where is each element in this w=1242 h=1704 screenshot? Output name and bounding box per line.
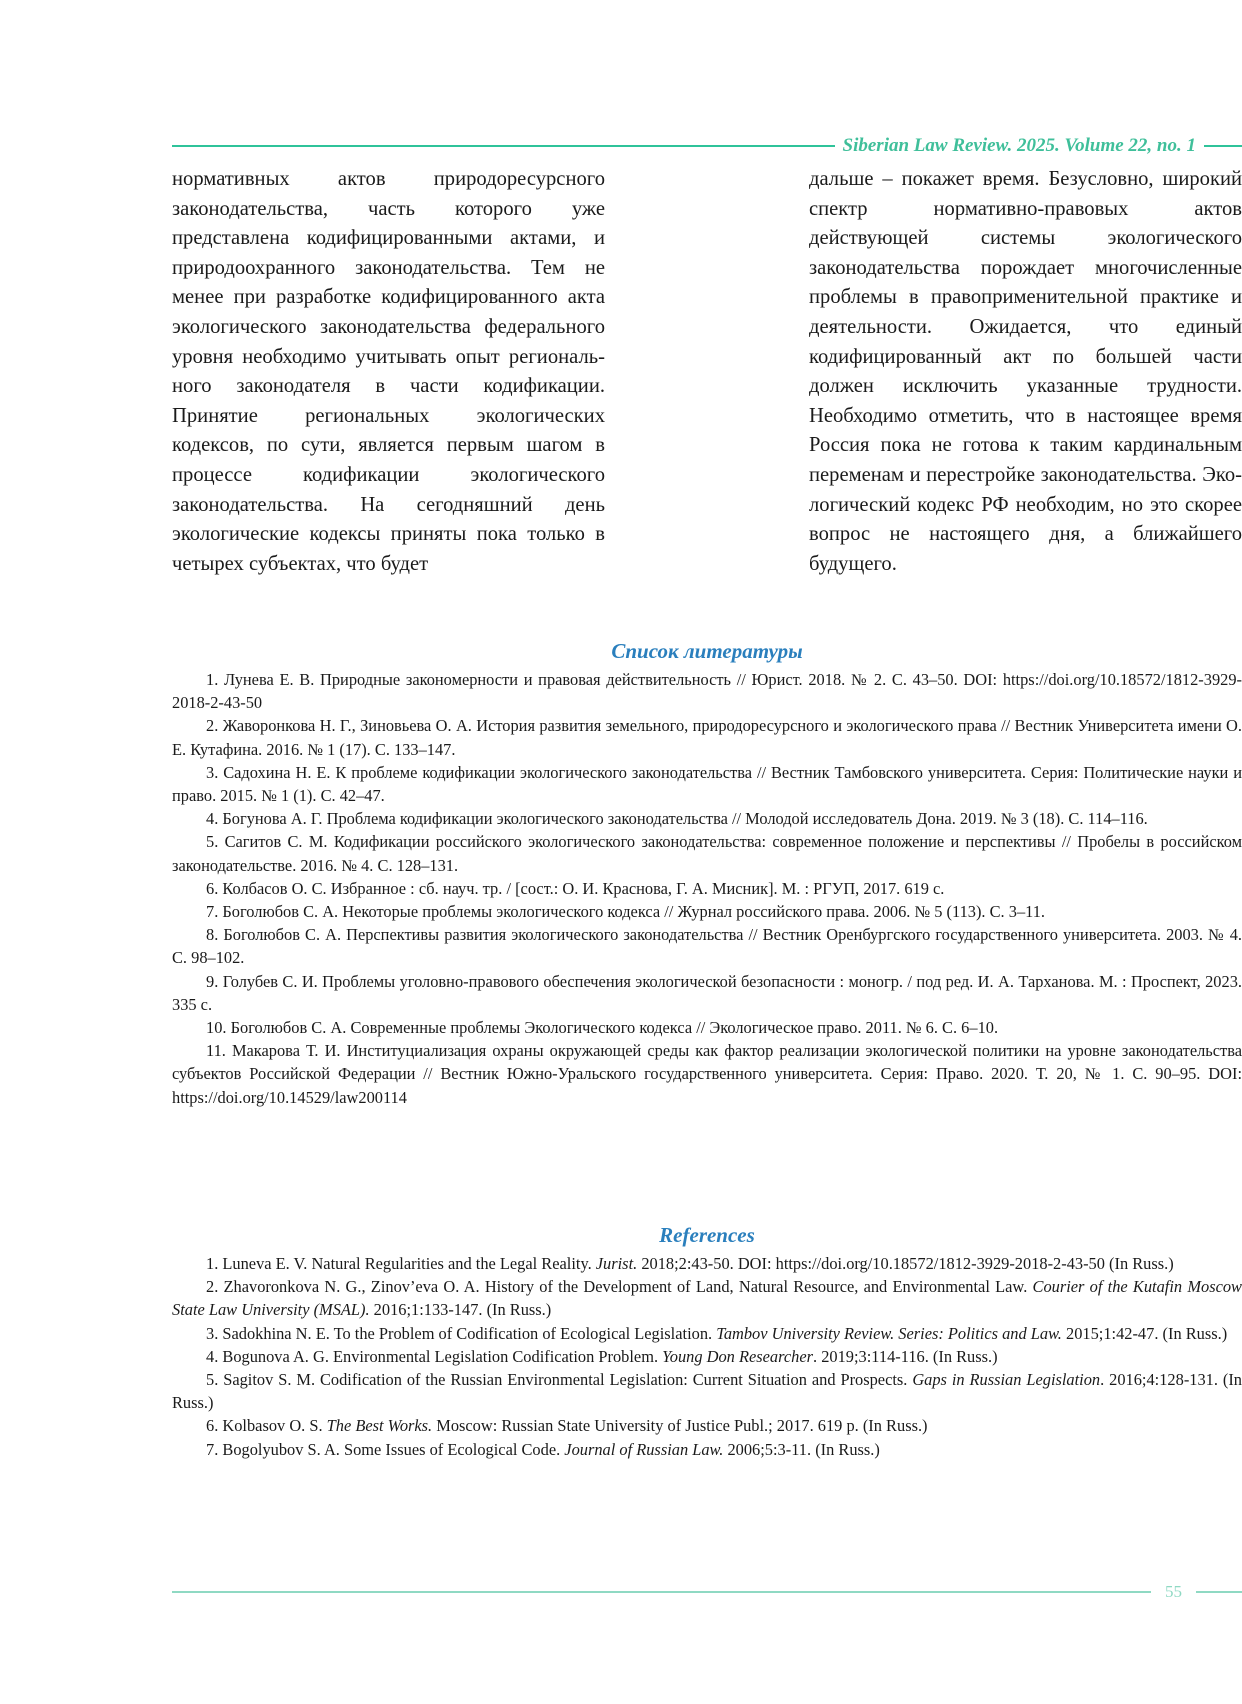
reference-text: 3. Sadokhina N. E. To the Problem of Codification of Ecological Legislation. — [206, 1323, 717, 1343]
reference-source: Journal of Russian Law. — [564, 1439, 724, 1459]
reference-details: . 2016;4:128-131. (In Russ.) — [172, 1370, 1242, 1413]
literature-item: 11. Макарова Т. И. Институциализация охраны окружающей среды как фактор реализации экологической политики на уровне законодательства субъектов Российской Федерации // Вестник Южно-Уральского государственного университета. Серия: Право. 2020. Т. 20, № 1. С. 90–95. DOI: https://doi.org/10.14529/law200114 — [172, 1041, 1242, 1107]
literature-item: 4. Богунова А. Г. Проблема кодификации экологического законодательства // Молодой исследователь Дона. 2019. № 3 (18). С. 114–116. — [206, 809, 1148, 829]
page-number: 55 — [1165, 1582, 1182, 1601]
reference-details: . 2019;3:114-116. (In Russ.) — [813, 1346, 998, 1366]
literature-item: 2. Жаворонкова Н. Г., Зиновьева О. А. История развития земельного, природоресурсного и экологического права // Вестник Университета имени О. Е. Кутафина. 2016. № 1 (17). С. 133–147. — [172, 716, 1242, 759]
reference-item — [172, 1368, 1242, 1414]
reference-item — [172, 1322, 1242, 1345]
literature-item: 6. Колбасов О. С. Избранное : сб. науч. тр. / [сост.: О. И. Краснова, Г. А. Мисник]. М. : РГУП, 2017. 619 с. — [206, 878, 945, 898]
reference-details: 2015;1:42-47. (In Russ.) — [1061, 1323, 1228, 1343]
reference-item — [172, 1414, 1242, 1437]
page-footer — [172, 1583, 1242, 1601]
reference-item — [172, 1252, 1242, 1275]
literature-item: 5. Сагитов С. М. Кодификации российского экологического законодательства: современное положение и перспективы // Пробелы в российском законодательстве. 2016. № 4. С. 128–131. — [172, 832, 1242, 875]
reference-text: 6. Kolbasov O. S. — [206, 1416, 327, 1436]
reference-item — [172, 1275, 1242, 1321]
literature-item: 9. Голубев С. И. Проблемы уголовно-правового обеспечения экологической безопасности : моногр. / под ред. И. А. Тарханова. М. : Проспект, 2023. 335 с. — [172, 971, 1242, 1014]
body-column-left — [172, 165, 605, 579]
header-rule-left — [172, 145, 835, 147]
journal-title: Siberian Law Review. 2025. Volume 22, no. 1 — [842, 135, 1196, 156]
body-text — [172, 165, 1242, 579]
reference-text: 7. Bogolyubov S. A. Some Issues of Ecological Code. — [206, 1439, 565, 1459]
reference-source: Courier of the Kutafin Moscow State Law University (MSAL). — [172, 1277, 1242, 1320]
reference-text: 1. Luneva E. V. Natural Regularities and the Legal Reality. — [206, 1254, 596, 1273]
literature-list — [172, 668, 1242, 1109]
literature-item: 10. Боголюбов С. А. Современные проблемы Экологического кодекса // Экологическое право. 2011. № 6. С. 6–10. — [206, 1018, 999, 1038]
literature-item: 1. Лунева Е. В. Природные закономерности и правовая действительность // Юрист. 2018. № 2. С. 43–50. DOI: https://doi.org/10.18572/1812-3929-2018-2-43-50 — [172, 670, 1242, 713]
literature-item: 8. Боголюбов С. А. Перспективы развития экологического законодательства // Вестник Оренбургского государственного университета. 2003. № 4. С. 98–102. — [172, 925, 1242, 968]
reference-source: Jurist. — [595, 1254, 638, 1273]
body-paragraph-right: дальше – покажет время. Безусловно, широкий спектр нормативно-правовых актов действующей системы экологического законодательства порождает многочисленные проблемы в правоприменительной практике и деятельности. Ожидается, что единый кодифицированный акт по большей части должен исключить указанные трудности. Необходимо отметить, что в настоящее время Россия пока не готова к таким кардинальным переменам и перестройке законодательства. Экологический кодекс РФ необходим, но это скорее вопрос не настоящего дня, а ближайшего будущего. — [809, 168, 1242, 575]
reference-source: Tambov University Review. Series: Politics and Law. — [716, 1323, 1062, 1343]
references-heading: References — [659, 1223, 755, 1247]
reference-text: 5. Sagitov S. M. Codification of the Russian Environmental Legislation: Current Situation and Prospects. — [206, 1370, 913, 1390]
reference-text: 2. Zhavoronkova N. G., Zinov’eva O. A. History of the Development of Land, Natural Resource, and Environmental Law. — [206, 1277, 1033, 1297]
reference-source: The Best Works. — [326, 1416, 433, 1436]
references-list — [172, 1252, 1242, 1461]
reference-text: 4. Bogunova A. G. Environmental Legislation Codification Problem. — [206, 1346, 663, 1366]
literature-item: 7. Боголюбов С. А. Некоторые проблемы экологического кодекса // Журнал российского права. 2006. № 5 (113). С. 3–11. — [206, 902, 1046, 922]
footer-rule-left — [172, 1591, 1151, 1593]
reference-details: 2016;1:133-147. (In Russ.) — [369, 1300, 552, 1320]
header-rule-right — [1204, 145, 1242, 147]
reference-source: Gaps in Russian Legislation — [912, 1370, 1101, 1390]
reference-item — [172, 1345, 1242, 1368]
reference-source: Young Don Researcher — [662, 1346, 814, 1366]
literature-item: 3. Садохина Н. Е. К проблеме кодификации экологического законодательства // Вестник Тамбовского университета. Серия: Политические науки и право. 2015. № 1 (1). С. 42–47. — [172, 762, 1242, 806]
reference-details: 2018;2:43-50. DOI: https://doi.org/10.18572/1812-3929-2018-2-43-50 (In Russ.) — [637, 1254, 1174, 1273]
reference-details: Moscow: Russian State University of Justice Publ.; 2017. 619 p. (In Russ.) — [432, 1416, 928, 1436]
footer-rule-right — [1196, 1591, 1242, 1593]
body-paragraph-left: нормативных актов природоресурсного законодательства, часть которого уже представлена кодифицированными актами, и природоохранного законодательства. Тем не менее при разработке кодифицированного акта экологического законодательства федерального уровня необходимо учитывать опыт регионального законодателя в части кодификации. Принятие региональных экологических кодексов, по сути, является первым шагом в процессе кодификации экологического законодательства. На сегодняшний день экологические кодексы приняты пока только в четырех субъектах, что будет — [172, 168, 605, 575]
body-column-right — [809, 165, 1242, 579]
literature-heading: Список литературы — [611, 639, 803, 663]
reference-details: 2006;5:3-11. (In Russ.) — [723, 1439, 880, 1459]
reference-item — [172, 1438, 1242, 1461]
running-header — [172, 137, 1242, 155]
